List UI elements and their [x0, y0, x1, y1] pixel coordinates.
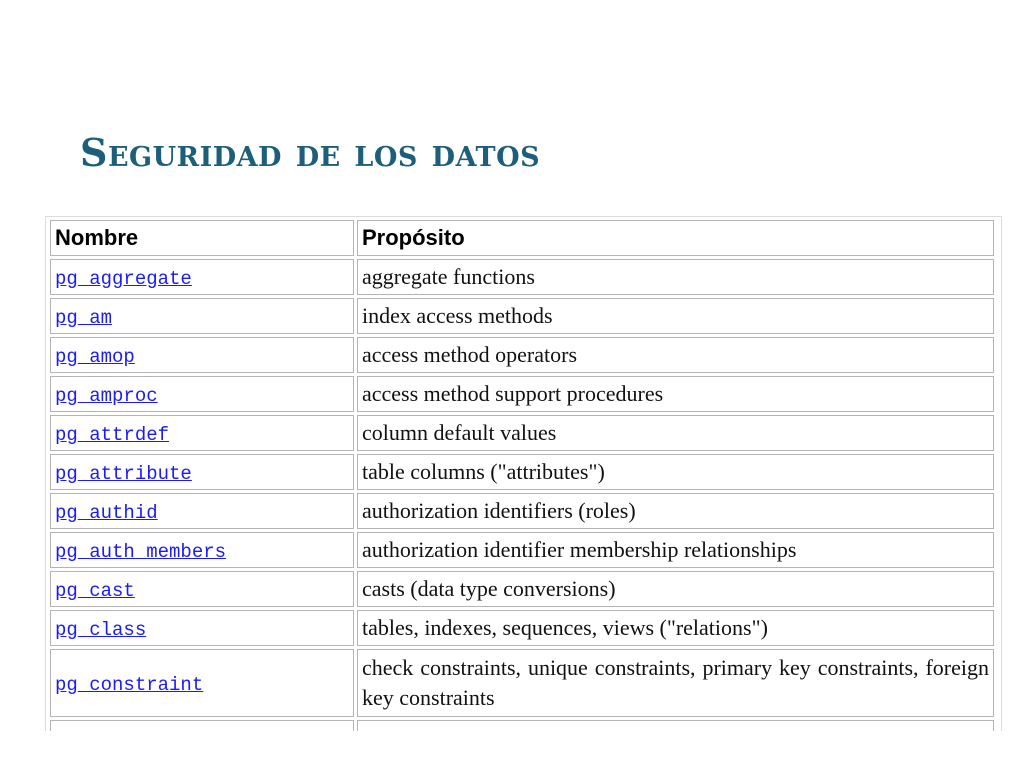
catalog-table: [47, 217, 997, 731]
purpose-cell: column default values: [357, 415, 994, 451]
table-row: [50, 376, 994, 412]
column-header-purpose: Propósito: [357, 220, 994, 256]
column-header-name: Nombre: [50, 220, 354, 256]
table-row: [50, 532, 994, 568]
catalog-link[interactable]: pg_constraint: [55, 674, 204, 696]
name-cell: [50, 454, 354, 490]
name-cell: [50, 571, 354, 607]
table-row-partial: [50, 720, 994, 731]
slide-title: Seguridad de los datos: [80, 130, 541, 175]
name-cell: [50, 720, 354, 731]
purpose-cell: table columns ("attributes"): [357, 454, 994, 490]
purpose-cell: access method support procedures: [357, 376, 994, 412]
catalog-link[interactable]: pg_authid: [55, 502, 158, 524]
catalog-link[interactable]: pg_amop: [55, 346, 135, 368]
name-cell: [50, 532, 354, 568]
table-row: [50, 571, 994, 607]
catalog-link[interactable]: pg_am: [55, 307, 113, 329]
name-cell: [50, 376, 354, 412]
purpose-cell: authorization identifiers (roles): [357, 493, 994, 529]
name-cell: [50, 415, 354, 451]
table-row: [50, 298, 994, 334]
table-row: [50, 415, 994, 451]
catalog-link[interactable]: pg_amproc: [55, 385, 158, 407]
name-cell: [50, 259, 354, 295]
table-header-row: [50, 220, 994, 256]
catalog-link[interactable]: pg_auth_members: [55, 541, 227, 563]
catalog-link[interactable]: pg_cast: [55, 580, 135, 602]
table-row: [50, 610, 994, 646]
name-cell: [50, 649, 354, 717]
catalog-link[interactable]: pg_aggregate: [55, 268, 192, 290]
purpose-cell: [357, 720, 994, 731]
purpose-cell: tables, indexes, sequences, views ("relations"): [357, 610, 994, 646]
name-cell: [50, 610, 354, 646]
purpose-cell: casts (data type conversions): [357, 571, 994, 607]
purpose-cell: access method operators: [357, 337, 994, 373]
table-row: [50, 259, 994, 295]
name-cell: [50, 493, 354, 529]
catalog-table-frame: [45, 216, 1002, 731]
purpose-cell: aggregate functions: [357, 259, 994, 295]
name-cell: [50, 298, 354, 334]
table-row: [50, 454, 994, 490]
table-row: [50, 649, 994, 717]
purpose-cell: index access methods: [357, 298, 994, 334]
name-cell: [50, 337, 354, 373]
table-row: [50, 337, 994, 373]
catalog-link[interactable]: pg_attrdef: [55, 424, 170, 446]
table-row: [50, 493, 994, 529]
purpose-cell: authorization identifier membership relationships: [357, 532, 994, 568]
catalog-link[interactable]: pg_attribute: [55, 463, 192, 485]
catalog-link[interactable]: pg_class: [55, 619, 147, 641]
purpose-cell: check constraints, unique constraints, primary key constraints, foreign key constraints: [357, 649, 994, 717]
